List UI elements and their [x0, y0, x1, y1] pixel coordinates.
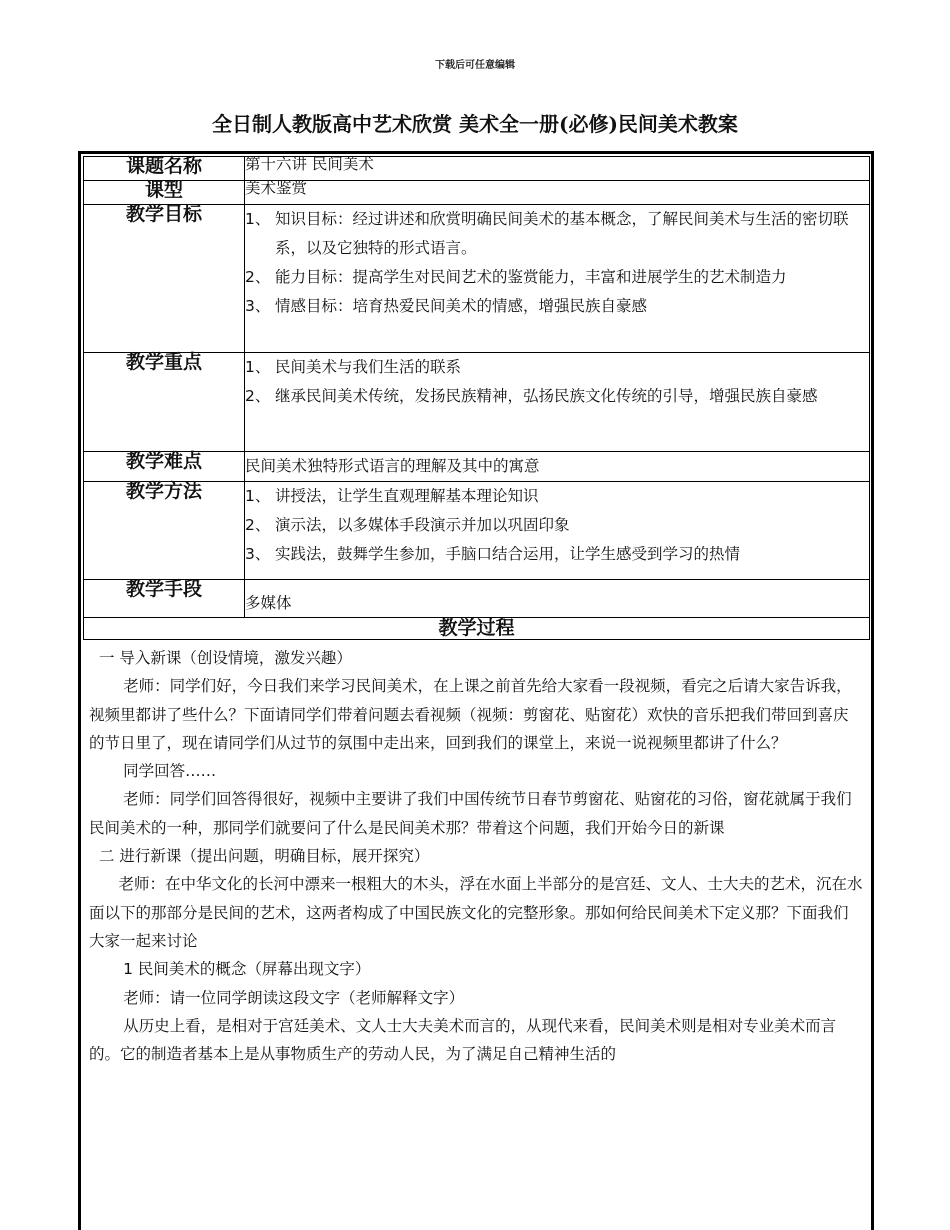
value-means: 多媒体 — [245, 580, 870, 618]
paragraph: 从历史上看，是相对于宫廷美术、文人士大夫美术而言的，从现代来看，民间美术则是相对专业美术而言的。它的制造者基本上是从事物质生产的劳动人民，为了满足自己精神生活的 — [89, 1016, 837, 1064]
method-number: 3、 — [245, 545, 271, 563]
row-goals — [84, 205, 870, 353]
goal-number: 2、 — [245, 268, 271, 286]
row-key-points — [84, 353, 870, 452]
label-methods: 教学方法 — [84, 482, 245, 580]
key-point-number: 2、 — [245, 387, 271, 405]
paragraph: 老师：在中华文化的长河中漂来一根粗大的木头，浮在水面上半部分的是宫廷、文人、士大夫的艺术，沉在水面以下的那部分是民间的艺术，这两者构成了中国民族文化的完整形象。那如何给民间美术下定义那？下面我们大家一起来讨论 — [89, 875, 863, 950]
row-process-header — [84, 618, 870, 640]
process-header: 教学过程 — [84, 618, 870, 640]
lesson-plan-frame — [78, 151, 874, 1230]
value-type: 美术鉴赏 — [245, 181, 870, 205]
document-title: 全日制人教版高中艺术欣赏 美术全一册(必修)民间美术教案 — [212, 112, 738, 136]
value-difficulty: 民间美术独特形式语言的理解及其中的寓意 — [245, 452, 870, 482]
goal-number: 1、 — [245, 210, 271, 228]
method-item — [245, 540, 869, 569]
label-key-points: 教学重点 — [84, 353, 245, 452]
label-means: 教学手段 — [84, 580, 245, 618]
paragraph: 老师：同学们回答得很好，视频中主要讲了我们中国传统节日春节剪窗花、贴窗花的习俗，窗花就属于我们民间美术的一种，那同学们就要问了什么是民间美术那？带着这个问题，我们开始今日的新课 — [89, 790, 852, 837]
row-difficulty — [84, 452, 870, 482]
section-heading: 二 进行新课（提出问题，明确目标，展开探究） — [99, 847, 430, 866]
paragraph: 老师：请一位同学朗读这段文字（老师解释文字） — [123, 988, 465, 1007]
teaching-process — [81, 644, 871, 1068]
method-number: 1、 — [245, 487, 271, 505]
label-type: 课型 — [84, 181, 245, 205]
value-key-points — [245, 353, 870, 452]
method-item — [245, 511, 869, 540]
row-methods — [84, 482, 870, 580]
method-number: 2、 — [245, 516, 271, 534]
subsection-heading: 1 民间美术的概念（屏幕出现文字） — [123, 960, 371, 979]
key-point-text: 继承民间美术传统，发扬民族精神，弘扬民族文化传统的引导，增强民族自豪感 — [275, 387, 818, 405]
key-point-number: 1、 — [245, 358, 271, 376]
row-means — [84, 580, 870, 618]
goal-text: 能力目标：提高学生对民间艺术的鉴赏能力，丰富和进展学生的艺术制造力 — [275, 268, 787, 286]
goal-item — [245, 205, 869, 263]
method-text: 讲授法，让学生直观理解基本理论知识 — [275, 487, 539, 505]
section-heading: 一 导入新课（创设情境，激发兴趣） — [99, 649, 352, 667]
label-difficulty: 教学难点 — [84, 452, 245, 482]
goal-text: 知识目标：经过讲述和欣赏明确民间美术的基本概念，了解民间美术与生活的密切联系，以及它独特的形式语言。 — [275, 210, 849, 257]
row-type — [84, 181, 870, 205]
row-topic — [84, 157, 870, 181]
goal-item — [245, 292, 869, 321]
paragraph: 同学回答…… — [123, 762, 217, 781]
key-point-item — [245, 382, 869, 411]
value-methods — [245, 482, 870, 580]
label-goals: 教学目标 — [84, 205, 245, 353]
key-point-item — [245, 353, 869, 382]
label-topic: 课题名称 — [84, 157, 245, 181]
method-text: 实践法，鼓舞学生参加，手脑口结合运用，让学生感受到学习的热情 — [275, 545, 741, 563]
goal-number: 3、 — [245, 297, 271, 315]
lesson-plan-table — [83, 156, 870, 640]
value-topic: 第十六讲 民间美术 — [245, 157, 870, 181]
key-point-text: 民间美术与我们生活的联系 — [275, 358, 462, 376]
method-text: 演示法，以多媒体手段演示并加以巩固印象 — [275, 516, 570, 534]
goal-text: 情感目标：培育热爱民间美术的情感，增强民族自豪感 — [275, 297, 648, 315]
paragraph: 老师：同学们好，今日我们来学习民间美术，在上课之前首先给大家看一段视频，看完之后请大家告诉我，视频里都讲了些什么？下面请同学们带着问题去看视频（视频：剪窗花、贴窗花）欢快的音乐把我们带回到喜庆的节日里了，现在请同学们从过节的氛围中走出来，回到我们的课堂上，来说一说视频里都讲了什么？ — [89, 677, 852, 752]
method-item — [245, 482, 869, 511]
value-goals — [245, 205, 870, 353]
header-note: 下载后可任意编辑 — [435, 60, 515, 71]
goal-item — [245, 263, 869, 292]
